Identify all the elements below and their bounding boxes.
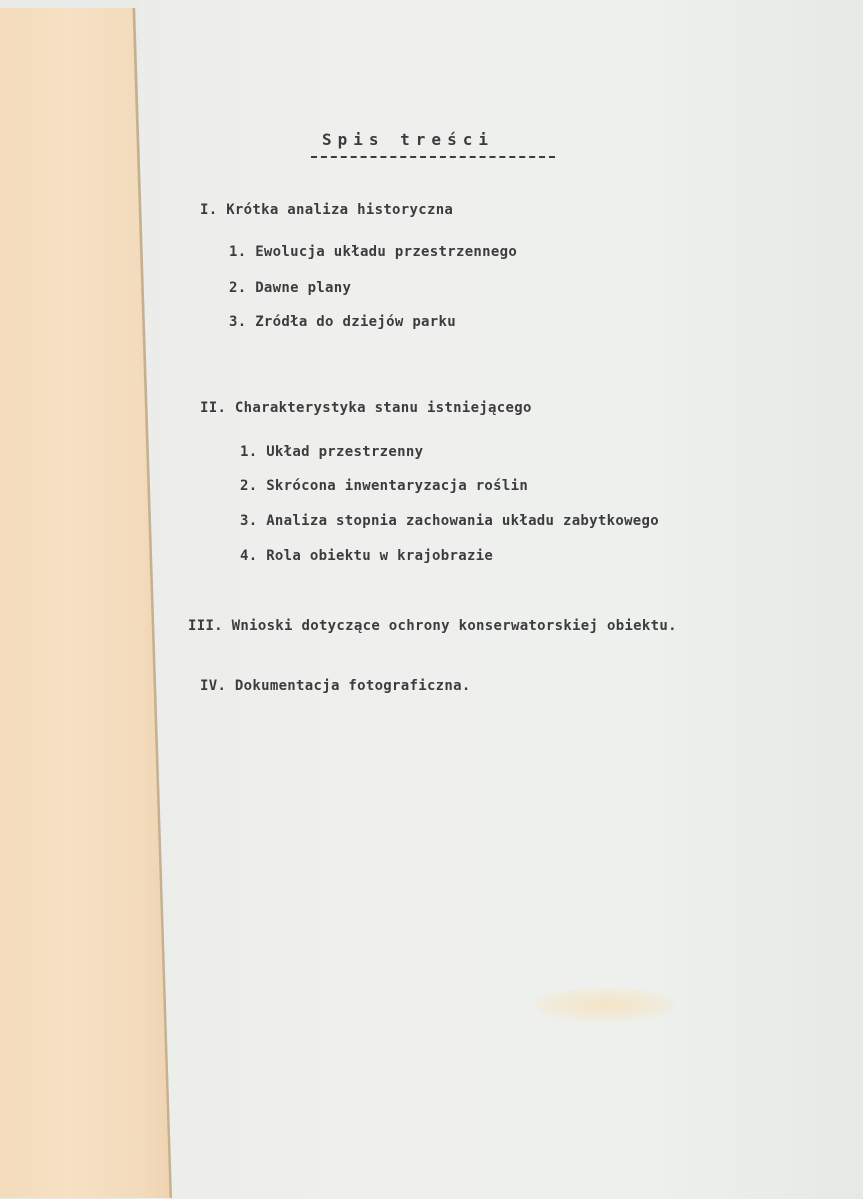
item-label: Układ przestrzenny [266, 444, 424, 460]
toc-item-1-2 [229, 280, 351, 296]
section-label: Dokumentacja fotograficzna. [234, 678, 471, 694]
item-numeral: 1. [240, 444, 258, 460]
section-numeral: II. [200, 400, 227, 416]
title-underline [311, 156, 555, 158]
item-label: Skrócona inwentaryzacja roślin [266, 478, 529, 494]
toc-section-2 [200, 400, 532, 416]
item-label: Rola obiektu w krajobrazie [266, 548, 494, 564]
toc-section-1 [200, 202, 453, 218]
item-numeral: 3. [240, 513, 258, 529]
item-label: Ewolucja układu przestrzennego [255, 244, 518, 260]
section-numeral: III. [188, 618, 223, 634]
toc-section-3 [188, 618, 677, 634]
item-numeral: 4. [240, 548, 258, 564]
item-numeral: 3. [229, 314, 247, 330]
item-label: Dawne plany [255, 280, 352, 296]
toc-item-2-4 [240, 548, 493, 564]
page-title: Spis treści [322, 130, 494, 149]
section-numeral: IV. [200, 678, 227, 694]
section-numeral: I. [200, 202, 218, 218]
toc-section-4 [200, 678, 471, 694]
toc-item-1-1 [229, 244, 517, 260]
section-label: Krótka analiza historyczna [226, 202, 454, 218]
item-numeral: 2. [240, 478, 258, 494]
section-label: Wnioski dotyczące ochrony konserwatorskiej obiektu. [231, 618, 677, 634]
item-label: Zródła do dziejów parku [255, 314, 456, 330]
toc-item-2-3 [240, 513, 659, 529]
toc-item-2-1 [240, 444, 423, 460]
toc-item-1-3 [229, 314, 456, 330]
section-label: Charakterystyka stanu istniejącego [234, 400, 532, 416]
item-label: Analiza stopnia zachowania układu zabytkowego [266, 513, 659, 529]
item-numeral: 1. [229, 244, 247, 260]
item-numeral: 2. [229, 280, 247, 296]
toc-item-2-2 [240, 478, 528, 494]
